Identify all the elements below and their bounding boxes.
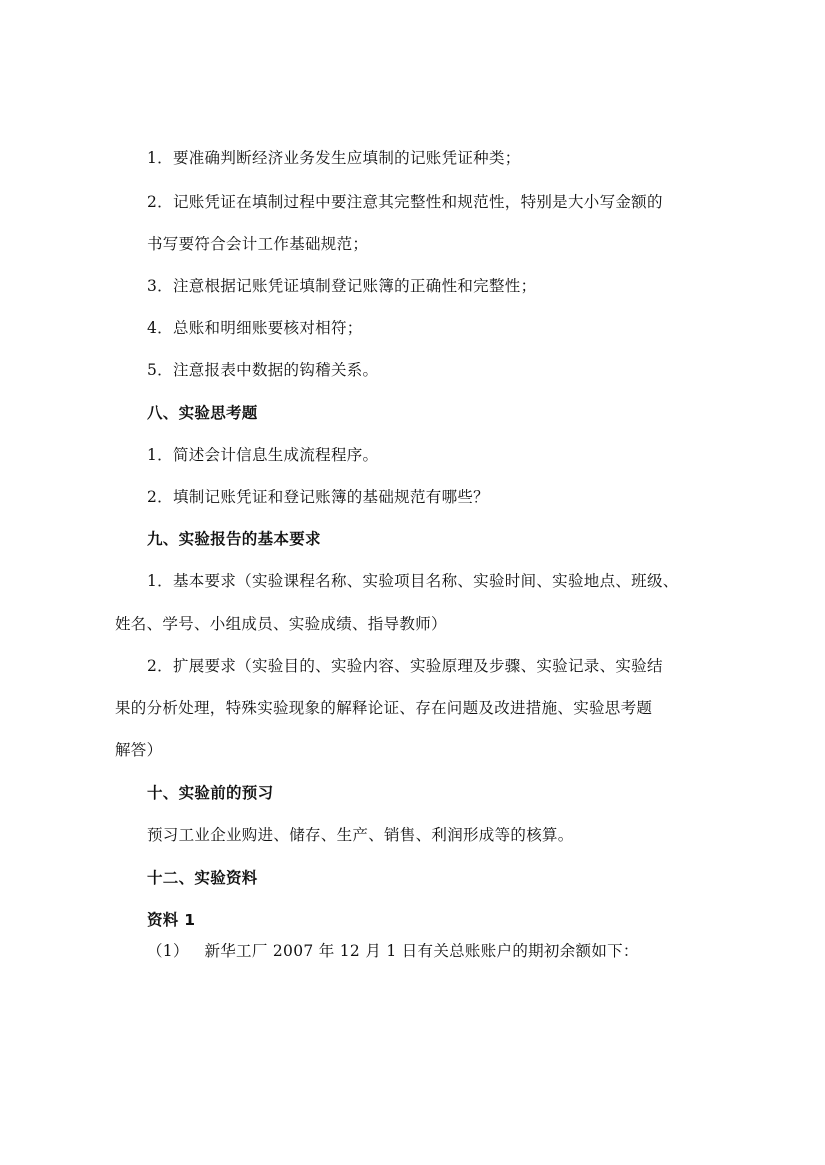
requirement-item-1: 1．要准确判断经济业务发生应填制的记账凭证种类；	[147, 149, 521, 167]
section-12-subheading: 资料 1	[147, 911, 196, 929]
section-10-text: 预习工业企业购进、储存、生产、销售、利润形成等的核算。	[147, 826, 574, 844]
section-9-item-2-line-3: 解答）	[115, 741, 163, 759]
section-12-heading: 十二、实验资料	[147, 869, 258, 887]
section-10-heading: 十、实验前的预习	[147, 784, 274, 802]
section-9-item-2-line-2: 果的分析处理，特殊实验现象的解释论证、存在问题及改进措施、实验思考题	[115, 699, 653, 717]
section-9-item-2-line-1: 2．扩展要求（实验目的、实验内容、实验原理及步骤、实验记录、实验结	[147, 657, 663, 675]
section-8-question-2: 2．填制记账凭证和登记账簿的基础规范有哪些？	[147, 488, 489, 506]
requirement-item-4: 4．总账和明细账要核对相符；	[147, 319, 363, 337]
section-9-item-1-line-2: 姓名、学号、小组成员、实验成绩、指导教师）	[115, 615, 447, 633]
section-9-item-1-line-1: 1．基本要求（实验课程名称、实验项目名称、实验时间、实验地点、班级、	[147, 572, 679, 590]
requirement-item-2-line-2: 书写要符合会计工作基础规范；	[147, 235, 369, 253]
requirement-item-5: 5．注意报表中数据的钩稽关系。	[147, 361, 379, 379]
section-8-question-1: 1．简述会计信息生成流程程序。	[147, 446, 379, 464]
section-9-heading: 九、实验报告的基本要求	[147, 530, 321, 548]
requirement-item-3: 3．注意根据记账凭证填制登记账簿的正确性和完整性；	[147, 277, 537, 295]
section-8-heading: 八、实验思考题	[147, 404, 258, 422]
section-12-item-1: （1） 新华工厂 2007 年 12 月 1 日有关总账账户的期初余额如下：	[147, 942, 639, 960]
requirement-item-2-line-1: 2．记账凭证在填制过程中要注意其完整性和规范性，特别是大小写金额的	[147, 193, 663, 211]
